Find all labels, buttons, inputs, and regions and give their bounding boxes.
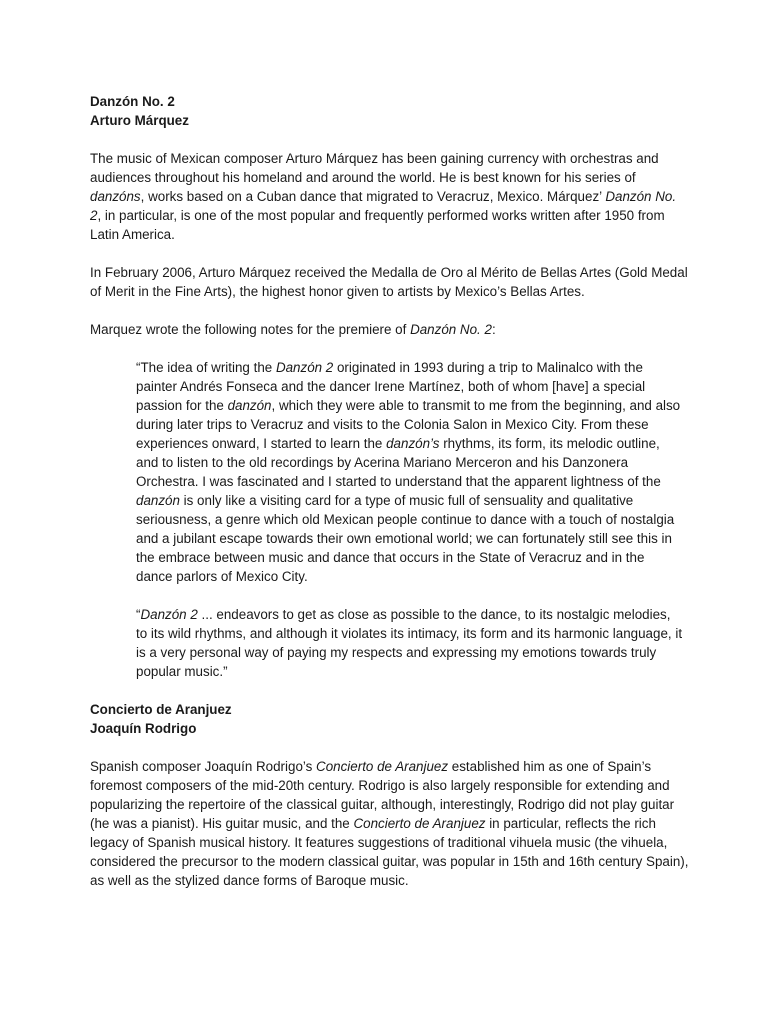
paragraph <box>90 320 690 339</box>
spacer <box>90 301 690 320</box>
italic-text: danzón <box>227 398 272 413</box>
spacer <box>90 738 690 757</box>
text-run: , in particular, is one of the most popular and frequently performed works written after 1950 from Latin America. <box>90 208 665 242</box>
text-run: The music of Mexican composer Arturo Márquez has been gaining currency with orchestras and audiences throughout his homeland and around the world. He is best known for his series of <box>90 151 659 185</box>
text-run: , which they were able to transmit to me from the beginning, and also during later trips to Veracruz and visits to the Colonia Salon in Mexico City. From these experiences onward, I started to learn the <box>136 398 681 451</box>
spacer <box>90 339 690 358</box>
text-run: , works based on a Cuban dance that migrated to Veracruz, Mexico. Márquez’ <box>140 189 606 204</box>
italic-text: Danzón No. 2 <box>90 189 677 223</box>
paragraph: In February 2006, Arturo Márquez received the Medalla de Oro al Mérito de Bellas Artes (Gold Medal of Merit in the Fine Arts), the highest honor given to artists by Mexico’s Bellas Artes. <box>90 265 688 299</box>
spacer <box>90 244 690 263</box>
italic-text: Concierto de Aranjuez <box>316 759 449 774</box>
composer-name: Arturo Márquez <box>90 113 189 128</box>
italic-text: danzón’s <box>386 436 440 451</box>
text-run: ... endeavors to get as close as possible to the dance, to its nostalgic melodies, to its wild rhythms, and although it violates its intimacy, its form and its harmonic language, it is a very personal way of paying my respects and expressing my emotions towards truly popular music.” <box>136 607 683 679</box>
text-run: originated in 1993 during a trip to Malinalco with the painter Andrés Fonseca and the dancer Irene Martínez, both of whom [have] a special passion for the <box>136 360 646 413</box>
paragraph <box>90 149 690 244</box>
text-run: Marquez wrote the following notes for the premiere of <box>90 322 411 337</box>
text-run: established him as one of Spain’s foremost composers of the mid-20th century. Rodrigo is also largely responsible for extending and popularizing the repertoire of the classical guitar, although, interestingly, Rodrigo did not play guitar (he was a pianist). His guitar music, and the <box>90 759 675 831</box>
piece-title: Concierto de Aranjuez <box>90 702 232 717</box>
text-run: rhythms, its form, its melodic outline, and to listen to the old recordings by Acerina Mariano Merceron and his Danzonera Orchestra. I was fascinated and I started to understand that the apparent lightness of the <box>136 436 661 489</box>
italic-text: Danzón No. 2 <box>410 322 492 337</box>
spacer <box>90 130 690 149</box>
text-run: “ <box>136 607 141 622</box>
spacer <box>90 681 690 700</box>
text-run: Spanish composer Joaquín Rodrigo’s <box>90 759 317 774</box>
text-run: : <box>491 322 496 337</box>
paragraph <box>90 757 690 890</box>
spacer <box>90 586 690 605</box>
block-quote <box>90 605 690 681</box>
text-run: in particular, reflects the rich legacy of Spanish musical history. It features suggestions of traditional vihuela music (the vihuela, considered the precursor to the modern classical guitar, was popular in 15th and 16th century Spain), as well as the stylized dance forms of Baroque music. <box>90 816 689 888</box>
document-page <box>90 92 690 890</box>
italic-text: danzón <box>136 493 180 508</box>
composer-name: Joaquín Rodrigo <box>90 721 197 736</box>
text-run: is only like a visiting card for a type of music full of sensuality and qualitative seriousness, a genre which old Mexican people continue to dance with a touch of nostalgia and a jubilant escape towards their own emotional world; we can fortunately still see this in the embrace between music and dance that occurs in the State of Veracruz and in the dance parlors of Mexico City. <box>136 493 675 584</box>
italic-text: danzóns <box>90 189 141 204</box>
italic-text: Danzón 2 <box>275 360 334 375</box>
italic-text: Concierto de Aranjuez <box>353 816 486 831</box>
text-run: “The idea of writing the <box>136 360 276 375</box>
piece-title: Danzón No. 2 <box>90 94 175 109</box>
block-quote <box>90 358 690 586</box>
italic-text: Danzón 2 <box>140 607 198 622</box>
